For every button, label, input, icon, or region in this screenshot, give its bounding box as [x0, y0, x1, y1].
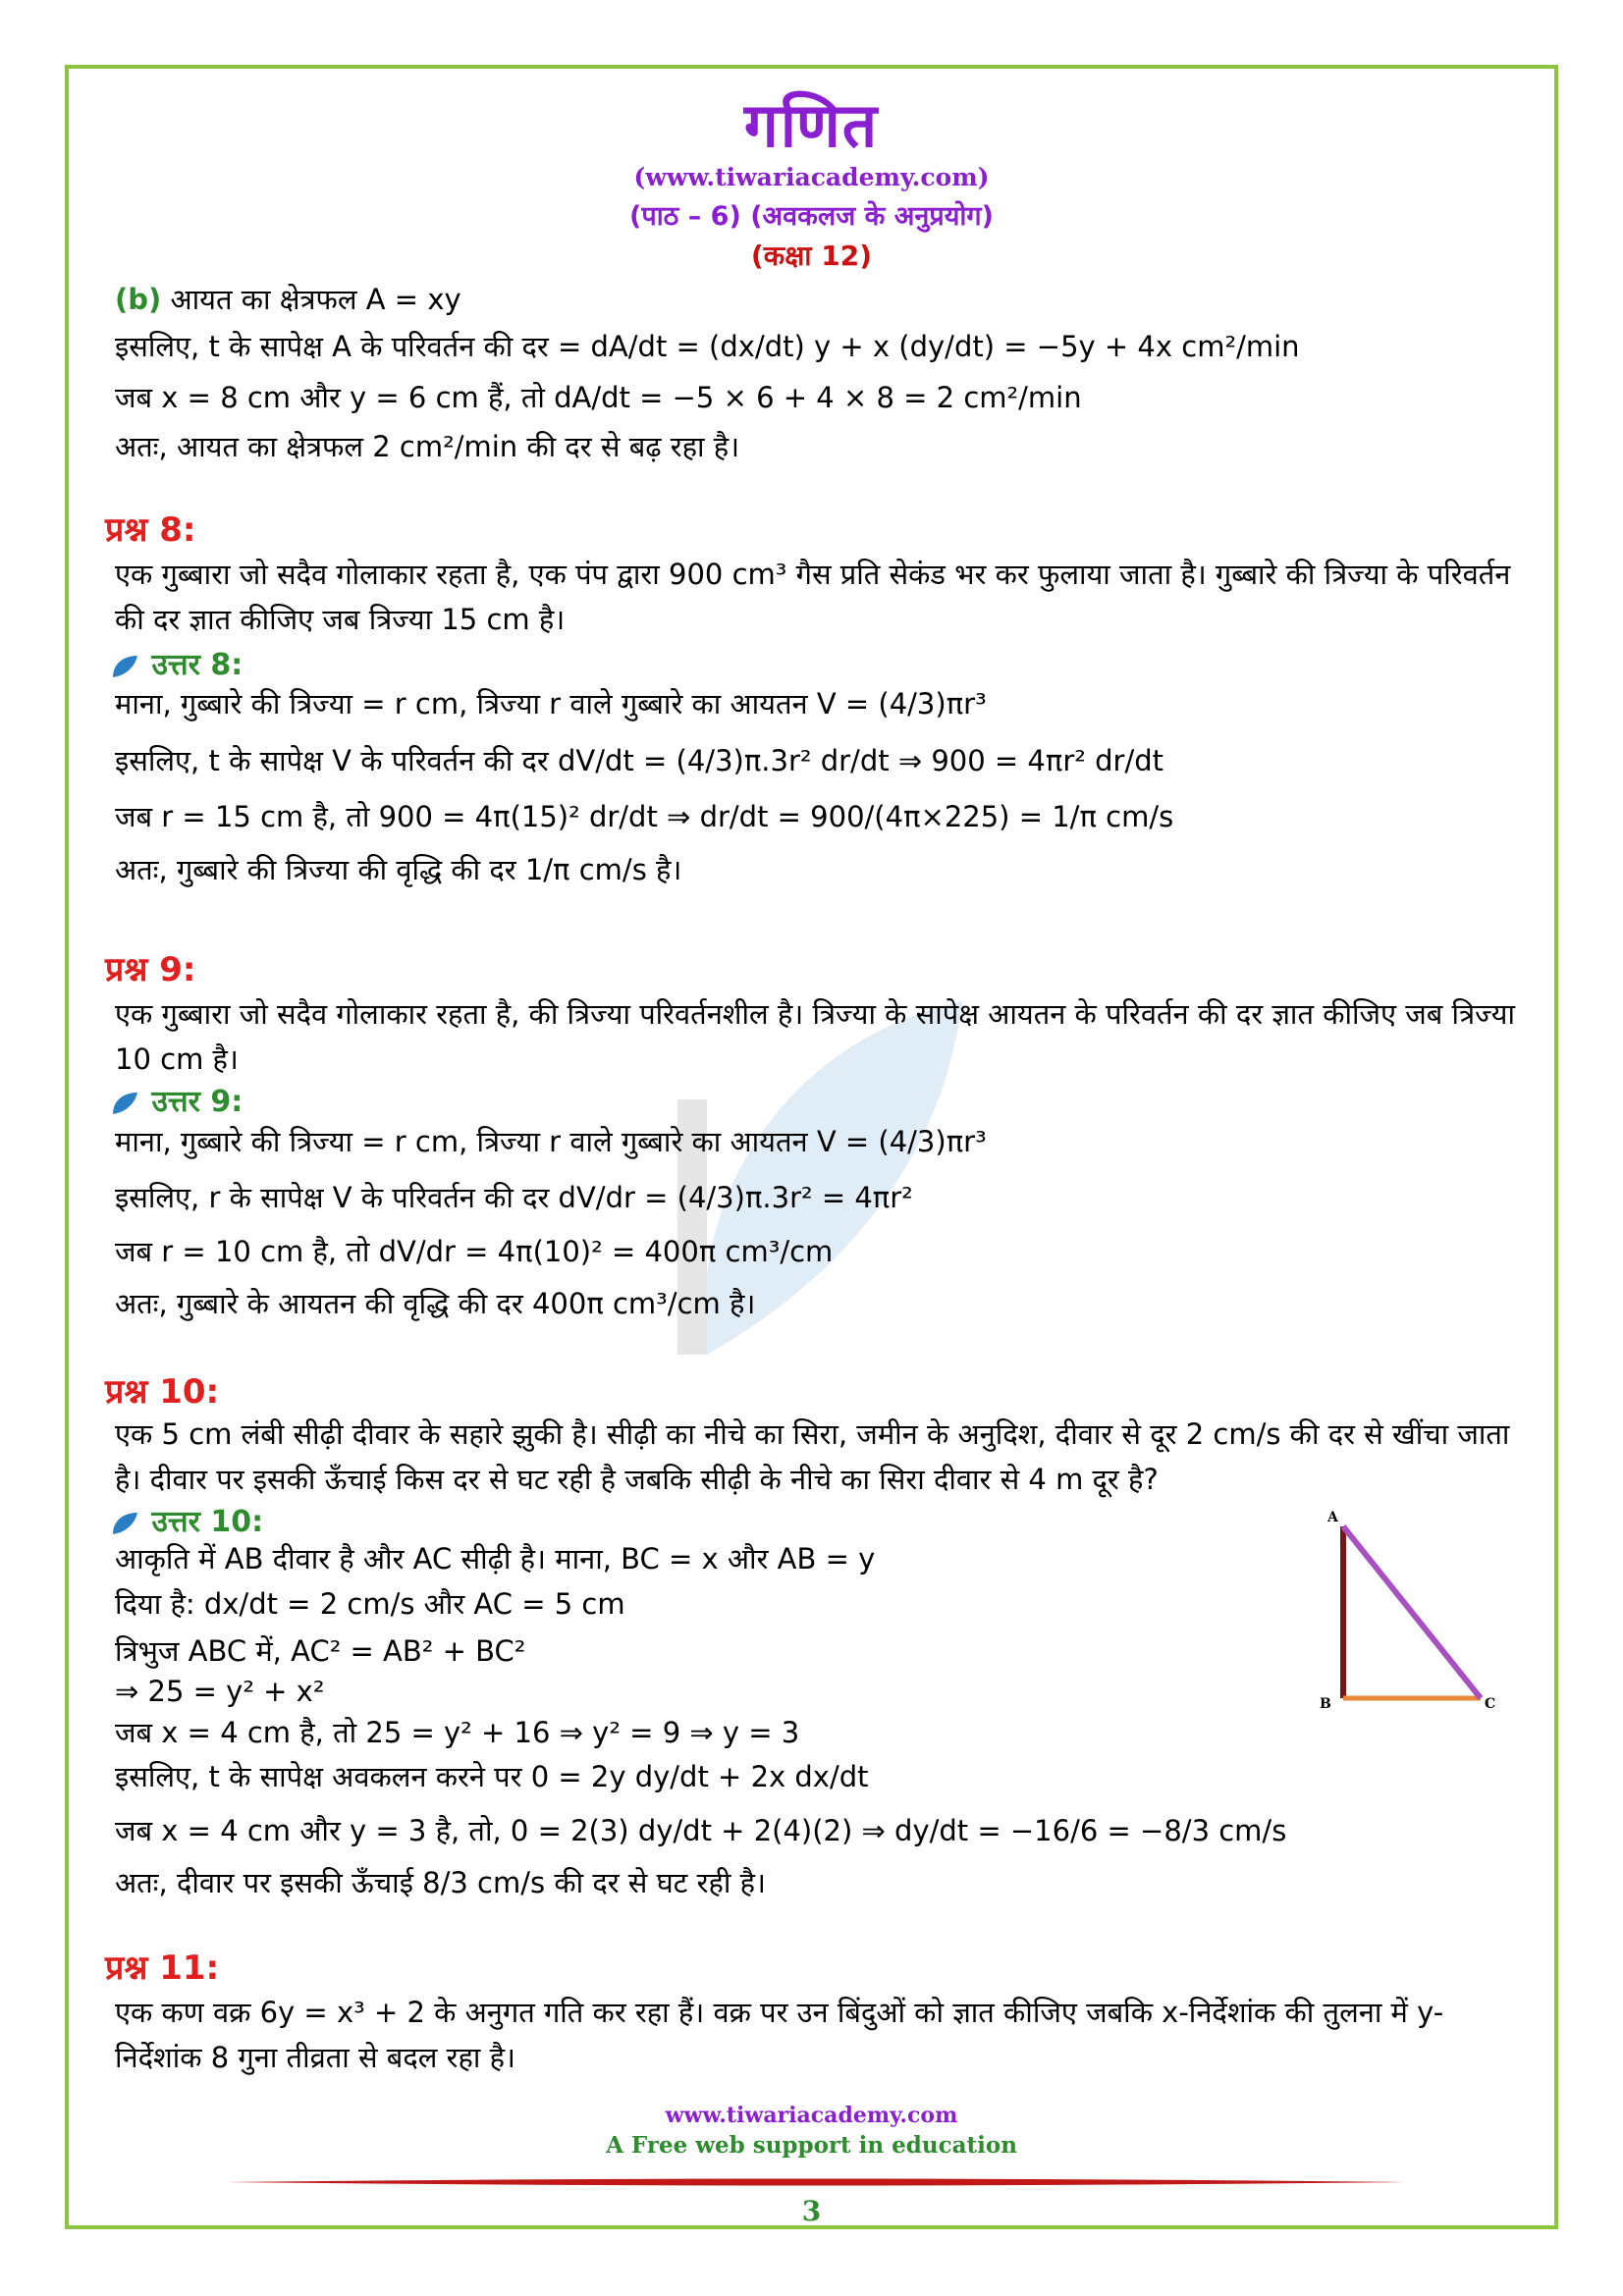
answer-10-line-5: जब x = 4 cm है, तो 25 = y² + 16 ⇒ y² = 9 ⇒ y = 3: [115, 1716, 800, 1749]
part-b-label: (b): [115, 283, 162, 316]
answer-10-line-4: ⇒ 25 = y² + x²: [115, 1675, 325, 1708]
answer-9-line-1: माना, गुब्बारे की त्रिज्या = r cm, त्रिज्या r वाले गुब्बारे का आयतन V = (4/3)πr³: [115, 1125, 987, 1158]
leaf-icon: [110, 1511, 139, 1536]
question-11-heading: प्रश्न 11:: [105, 1949, 220, 1988]
answer-8-line-1: माना, गुब्बारे की त्रिज्या = r cm, त्रिज्या r वाले गुब्बारे का आयतन V = (4/3)πr³: [115, 687, 987, 721]
class-label: (कक्षा 12): [750, 240, 873, 272]
answer-8-line-4: अतः, गुब्बारे की त्रिज्या की वृद्धि की दर 1/π cm/s है।: [115, 853, 682, 886]
question-9-heading: प्रश्न 9:: [105, 950, 196, 989]
answer-9-line-3: जब r = 10 cm है, तो dV/dr = 4π(10)² = 400π cm³/cm: [115, 1235, 834, 1268]
answer-10-line-6: इसलिए, t के सापेक्ष अवकलन करने पर 0 = 2y dy/dt + 2x dx/dt: [115, 1760, 869, 1793]
leaf-icon: [110, 654, 139, 679]
part-b-text-1: आयत का क्षेत्रफल A = xy: [170, 283, 461, 316]
part-b-line-3: जब x = 8 cm और y = 6 cm हैं, तो dA/dt = −5 × 6 + 4 × 8 = 2 cm²/min: [115, 381, 1082, 414]
question-10-text: एक 5 cm लंबी सीढ़ी दीवार के सहारे झुकी है। सीढ़ी का नीचे का सिरा, जमीन के अनुदिश, दीवार से दूर 2 cm/s की दर से खींचा जाता है। दीवार पर इसकी ऊँचाई किस दर से घट रही है जबकि सीढ़ी के नीचे का सिरा दीवार से 4 m दूर है?: [115, 1417, 1510, 1496]
vertex-b-label: B: [1320, 1696, 1331, 1712]
page-number: 3: [801, 2195, 822, 2227]
part-b-line-4: अतः, आयत का क्षेत्रफल 2 cm²/min की दर से बढ़ रहा है।: [115, 430, 740, 463]
question-8-text: एक गुब्बारा जो सदैव गोलाकार रहता है, एक पंप द्वारा 900 cm³ गैस प्रति सेकंड भर कर फुलाया जाता है। गुब्बारे की त्रिज्या के परिवर्तन की दर ज्ञात कीजिए जब त्रिज्या 15 cm है।: [115, 558, 1511, 636]
answer-9-line-2: इसलिए, r के सापेक्ष V के परिवर्तन की दर dV/dr = (4/3)π.3r² = 4πr²: [115, 1181, 913, 1214]
answer-10-line-3: त्रिभुज ABC में, AC² = AB² + BC²: [115, 1634, 526, 1668]
footer-tagline: A Free web support in education: [606, 2132, 1017, 2159]
question-11-text: एक कण वक्र 6y = x³ + 2 के अनुगत गति कर रहा हैं। वक्र पर उन बिंदुओं को ज्ञात कीजिए जबकि x-निर्देशांक की तुलना में y-निर्देशांक 8 गुना तीव्रता से बदल रहा है।: [115, 1996, 1444, 2074]
page-title: गणित: [743, 89, 880, 161]
answer-10-line-8: अतः, दीवार पर इसकी ऊँचाई 8/3 cm/s की दर से घट रही है।: [115, 1866, 766, 1899]
answer-9-heading-text: उत्तर 9:: [151, 1085, 243, 1119]
answer-10-line-1: आकृति में AB दीवार है और AC सीढ़ी है। माना, BC = x और AB = y: [115, 1542, 876, 1575]
leaf-icon: [110, 1091, 139, 1116]
ladder-ac-line: [1343, 1526, 1481, 1698]
answer-9-heading: [110, 1080, 243, 1120]
answer-8-heading-text: उत्तर 8:: [151, 648, 243, 682]
ladder-triangle-figure: [1314, 1502, 1525, 1718]
answer-9-line-4: अतः, गुब्बारे के आयतन की वृद्धि की दर 400π cm³/cm है।: [115, 1287, 756, 1320]
question-10-heading: प्रश्न 10:: [105, 1372, 220, 1412]
part-b-line-2: इसलिए, t के सापेक्ष A के परिवर्तन की दर = dA/dt = (dx/dt) y + x (dy/dt) = −5y + 4x cm²/min: [115, 330, 1300, 363]
footer-divider: [226, 2177, 1404, 2187]
vertex-c-label: C: [1485, 1696, 1496, 1712]
chapter-label: (पाठ – 6) (अवकलज के अनुप्रयोग): [629, 201, 994, 232]
answer-8-line-3: जब r = 15 cm है, तो 900 = 4π(15)² dr/dt ⇒ dr/dt = 900/(4π×225) = 1/π cm/s: [115, 800, 1174, 833]
header-site-link[interactable]: (www.tiwariacademy.com): [633, 163, 990, 191]
question-8-heading: प्रश्न 8:: [105, 510, 196, 550]
answer-10-line-2: दिया है: dx/dt = 2 cm/s और AC = 5 cm: [115, 1587, 625, 1621]
footer-site-link[interactable]: www.tiwariacademy.com: [665, 2103, 958, 2128]
answer-10-heading: [110, 1500, 263, 1540]
answer-8-heading: [110, 643, 243, 683]
part-b-line-1: [115, 280, 461, 319]
question-9-text: एक गुब्बारा जो सदैव गोलाकार रहता है, की त्रिज्या परिवर्तनशील है। त्रिज्या के सापेक्ष आयतन के परिवर्तन की दर ज्ञात कीजिए जब त्रिज्या 10 cm है।: [115, 997, 1515, 1076]
answer-8-line-2: इसलिए, t के सापेक्ष V के परिवर्तन की दर dV/dt = (4/3)π.3r² dr/dt ⇒ 900 = 4πr² dr/dt: [115, 744, 1163, 777]
answer-10-heading-text: उत्तर 10:: [151, 1505, 264, 1539]
answer-10-line-7: जब x = 4 cm और y = 3 है, तो, 0 = 2(3) dy/dt + 2(4)(2) ⇒ dy/dt = −16/6 = −8/3 cm/s: [115, 1814, 1287, 1847]
vertex-a-label: A: [1327, 1510, 1338, 1525]
